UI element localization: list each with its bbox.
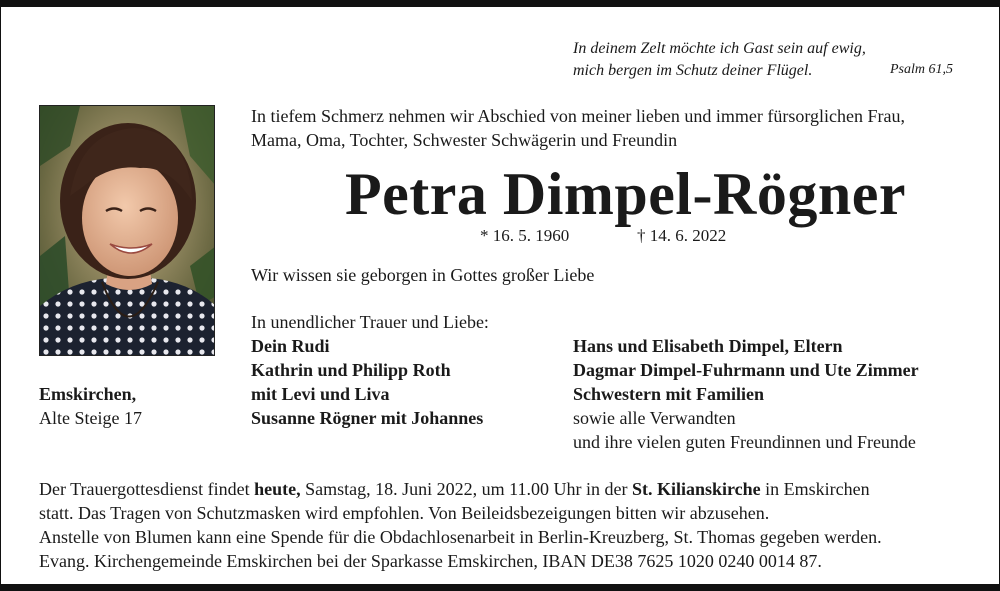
mourner-left-3: mit Levi und Liva (251, 384, 390, 404)
portrait-photo (39, 105, 215, 356)
service-text-a: Der Trauergottesdienst findet (39, 479, 255, 499)
service-line-4: Evang. Kirchengemeinde Emskirchen bei der Sparkasse Emskirchen, IBAN DE38 7625 1020 0240 0014 87. (39, 551, 822, 571)
birth-date: * 16. 5. 1960 (480, 226, 570, 245)
deceased-name: Petra Dimpel-Rögner (345, 161, 906, 227)
service-text-e: in Emskirchen (760, 479, 870, 499)
service-line-2: statt. Das Tragen von Schutzmasken wird empfohlen. Von Beileidsbezeigungen bitten wir abzusehen. (39, 503, 770, 523)
mourner-left-2: Kathrin und Philipp Roth (251, 360, 451, 380)
address-street: Alte Steige 17 (39, 408, 142, 428)
mourner-left-4: Susanne Rögner mit Johannes (251, 408, 484, 428)
verse-source: Psalm 61,5 (890, 62, 953, 77)
service-line-3: Anstelle von Blumen kann eine Spende für die Obdachlosenarbeit in Berlin-Kreuzberg, St. Thomas gegeben werden. (39, 527, 882, 547)
mourner-left-1: Dein Rudi (251, 336, 330, 356)
faith-line: Wir wissen sie geborgen in Gottes großer Liebe (251, 265, 595, 285)
mourner-right-3: Schwestern mit Familien (573, 384, 764, 404)
mourners-intro: In unendlicher Trauer und Liebe: (251, 312, 489, 332)
service-today: heute, (254, 479, 301, 499)
intro-line-2: Mama, Oma, Tochter, Schwester Schwägerin und Freundin (251, 130, 678, 150)
verse-line-2: mich bergen im Schutz deiner Flügel. (573, 62, 813, 79)
service-line-1 (39, 477, 870, 501)
mourner-right-1: Hans und Elisabeth Dimpel, Eltern (573, 336, 843, 356)
mourner-right-4: sowie alle Verwandten (573, 408, 736, 428)
death-date: † 14. 6. 2022 (637, 226, 727, 245)
mourner-right-2: Dagmar Dimpel-Fuhrmann und Ute Zimmer (573, 360, 919, 380)
address-town: Emskirchen, (39, 384, 137, 404)
mourner-right-5: und ihre vielen guten Freundinnen und Freunde (573, 432, 916, 452)
portrait-image (40, 106, 215, 356)
intro-line-1: In tiefem Schmerz nehmen wir Abschied von meiner lieben und immer fürsorglichen Frau, (251, 106, 905, 126)
service-church: St. Kilianskirche (631, 479, 761, 499)
service-text-c: Samstag, 18. Juni 2022, um 11.00 Uhr in der (300, 479, 632, 499)
verse-line-1: In deinem Zelt möchte ich Gast sein auf ewig, (573, 40, 866, 57)
